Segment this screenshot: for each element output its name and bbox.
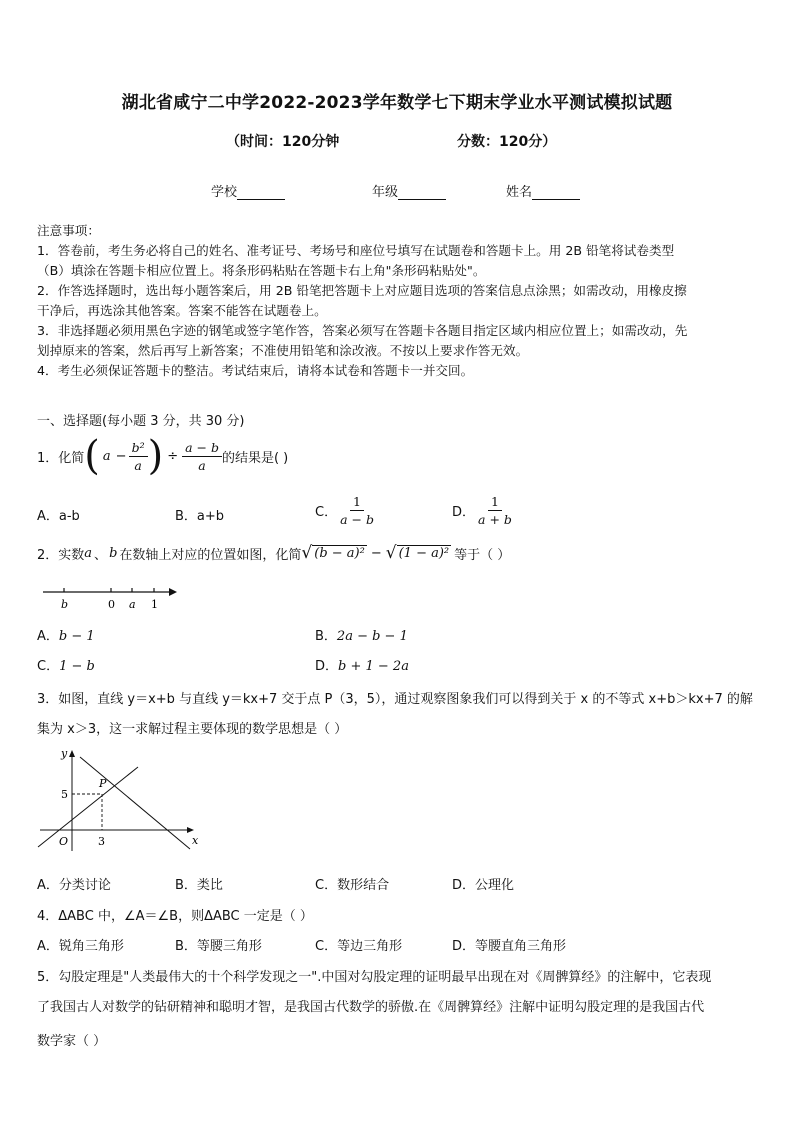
- note-1b: （B）填涂在答题卡相应位置上。将条形码粘贴在答题卡右上角"条形码粘贴处"。: [37, 263, 486, 278]
- q4-stem: 4．ΔABC 中，∠A＝∠B，则ΔABC 一定是（ ）: [37, 909, 313, 924]
- q1-option-d: [452, 493, 515, 528]
- q1-suffix: 的结果是( ): [221, 450, 289, 466]
- q3-option-b: B．类比: [175, 878, 223, 893]
- section-heading: 一、选择题(每小题 3 分，共 30 分): [37, 414, 245, 429]
- q2-radical-1: √: [301, 543, 313, 563]
- q2-opta-value: b − 1: [58, 629, 95, 644]
- note-3a: 3．非选择题必须用黑色字迹的钢笔或签字笔作答，答案必须写在答题卡各题目指定区域内相应位置上；如需改动，先: [37, 323, 688, 338]
- q1-fraction-b2-a: [129, 439, 148, 474]
- q4-option-b: B．等腰三角形: [175, 939, 262, 954]
- exam-score: 分数：120分）: [457, 134, 557, 150]
- q3-stem-line2: 集为 x＞3，这一求解过程主要体现的数学思想是（ ）: [37, 722, 348, 737]
- q2-b: b: [109, 545, 118, 561]
- question-2-stem: [37, 543, 510, 563]
- exam-title: 湖北省咸宁二中学2022-2023学年数学七下期末学业水平测试模拟试题: [121, 93, 673, 113]
- q1-optd-label: D．: [452, 505, 476, 520]
- q2-sep: 、: [94, 547, 108, 563]
- q2-root-2: (1 − a)²: [398, 546, 450, 561]
- line-kx-plus-7: [80, 757, 190, 849]
- q3-option-d: D．公理化: [452, 878, 515, 893]
- note-3b: 划掉原来的答案，然后再写上新答案；不准使用铅笔和涂改液。不按以上要求作答无效。: [37, 343, 529, 358]
- q2-radical-2: √: [385, 543, 397, 563]
- q1-a-den2: a: [198, 457, 206, 473]
- q2-option-c: [37, 655, 95, 674]
- school-field: [211, 181, 285, 200]
- label-b: b: [61, 598, 69, 611]
- grade-blank: [398, 187, 446, 200]
- q2-optc-label: C．: [37, 659, 60, 674]
- q1-option-c: [315, 493, 377, 528]
- x-axis-arrow: [187, 827, 194, 833]
- note-2b: 干净后，再选涂其他答案。答案不能答在试题卷上。: [37, 303, 327, 318]
- graph-label-o: O: [59, 835, 69, 848]
- note-2a: 2．作答选择题时，选出每小题答案后，用 2B 铅笔把答题卡上对应题目选项的答案信息点涂黑；如需改动，用橡皮擦: [37, 283, 687, 298]
- q1-div: ÷: [167, 448, 179, 464]
- q2-root-1: (b − a)²: [314, 546, 365, 561]
- q1-option-a: A．a-b: [37, 509, 80, 524]
- graph-label-3: 3: [98, 835, 105, 848]
- notes-heading: 注意事项：: [37, 223, 100, 238]
- q3-graph: [32, 745, 207, 855]
- q3-option-c: C．数形结合: [315, 878, 390, 893]
- q1-minus: −: [115, 448, 127, 464]
- q1-optd-fraction: [475, 493, 515, 528]
- q2-optd-value: b + 1 − 2a: [338, 659, 409, 674]
- q2-optb-label: B．: [315, 629, 337, 644]
- label-1: 1: [151, 598, 158, 611]
- q1-option-b: B．a+b: [175, 509, 225, 524]
- q1-optc-den: a − b: [340, 512, 374, 527]
- q2-mid: 在数轴上对应的位置如图，化简: [119, 547, 302, 563]
- school-label: 学校: [211, 185, 238, 200]
- q1-prefix: 1．化简: [37, 450, 85, 466]
- q1-optd-num: 1: [488, 493, 502, 511]
- q2-opta-label: A．: [37, 629, 59, 644]
- graph-label-p: P: [99, 777, 107, 790]
- graph-label-5: 5: [61, 788, 68, 801]
- q1-b2: b²: [129, 439, 148, 457]
- graph-label-x: x: [192, 834, 199, 847]
- exam-time: （时间：120分钟: [226, 134, 340, 150]
- q2-optc-value: 1 − b: [59, 659, 95, 674]
- q1-optc-fraction: [337, 493, 377, 528]
- q5-stem-line2: 了我国古人对数学的钻研精神和聪明才智，是我国古代数学的骄傲.在《周髀算经》注解中证明勾股定理的是我国古代: [37, 1000, 705, 1015]
- notes-block: [37, 221, 761, 381]
- q4-option-d: D．等腰直角三角形: [452, 939, 567, 954]
- q2-prefix: 2．实数: [37, 547, 85, 563]
- number-line-arrow: [169, 588, 177, 596]
- q2-number-line: [37, 580, 187, 612]
- note-1a: 1．答卷前，考生务必将自己的姓名、准考证号、考场号和座位号填写在试题卷和答题卡上。用 2B 铅笔将试卷类型: [37, 243, 675, 258]
- q1-a-den: a: [134, 457, 142, 473]
- label-0: 0: [108, 598, 115, 611]
- grade-label: 年级: [372, 185, 399, 200]
- q1-optd-den: a + b: [478, 512, 512, 527]
- name-field: [506, 181, 580, 200]
- q2-optd-label: D．: [315, 659, 339, 674]
- y-axis-arrow: [69, 750, 75, 757]
- q5-stem-line3: 数学家（ ）: [37, 1034, 107, 1049]
- q1-optc-label: C．: [315, 505, 338, 520]
- grade-field: [372, 181, 446, 200]
- q5-stem-line1: 5．勾股定理是"人类最伟大的十个科学发现之一".中国对勾股定理的证明最早出现在对《周髀算经》的注解中，它表现: [37, 970, 712, 985]
- name-label: 姓名: [506, 185, 533, 200]
- name-blank: [532, 187, 580, 200]
- line-x-plus-b: [38, 767, 138, 847]
- q2-optb-value: 2a − b − 1: [336, 629, 408, 644]
- q2-option-a: [37, 625, 95, 644]
- q1-left-paren: (: [84, 433, 100, 479]
- label-a: a: [129, 598, 136, 611]
- q2-option-b: [315, 625, 408, 644]
- q3-stem-line1: 3．如图，直线 y＝x+b 与直线 y＝kx+7 交于点 P（3，5），通过观察图象我们可以得到关于 x 的不等式 x+b＞kx+7 的解: [37, 692, 753, 707]
- q1-optc-num: 1: [350, 493, 364, 511]
- q2-suffix: 等于（ ）: [454, 547, 511, 563]
- q2-option-d: [315, 655, 409, 674]
- q1-fraction-amb-a: [182, 439, 222, 474]
- q1-right-paren: ): [147, 433, 164, 479]
- q3-option-a: A．分类讨论: [37, 878, 111, 893]
- q4-option-c: C．等边三角形: [315, 939, 403, 954]
- question-1-stem: [37, 433, 289, 479]
- q4-option-a: A．锐角三角形: [37, 939, 124, 954]
- graph-label-y: y: [61, 747, 68, 760]
- q2-minus: −: [370, 545, 382, 561]
- note-4: 4．考生必须保证答题卡的整洁。考试结束后，请将本试卷和答题卡一并交回。: [37, 363, 474, 378]
- school-blank: [237, 187, 285, 200]
- q1-amb: a − b: [182, 439, 222, 457]
- q2-a: a: [84, 545, 93, 561]
- q1-a: a: [102, 448, 111, 464]
